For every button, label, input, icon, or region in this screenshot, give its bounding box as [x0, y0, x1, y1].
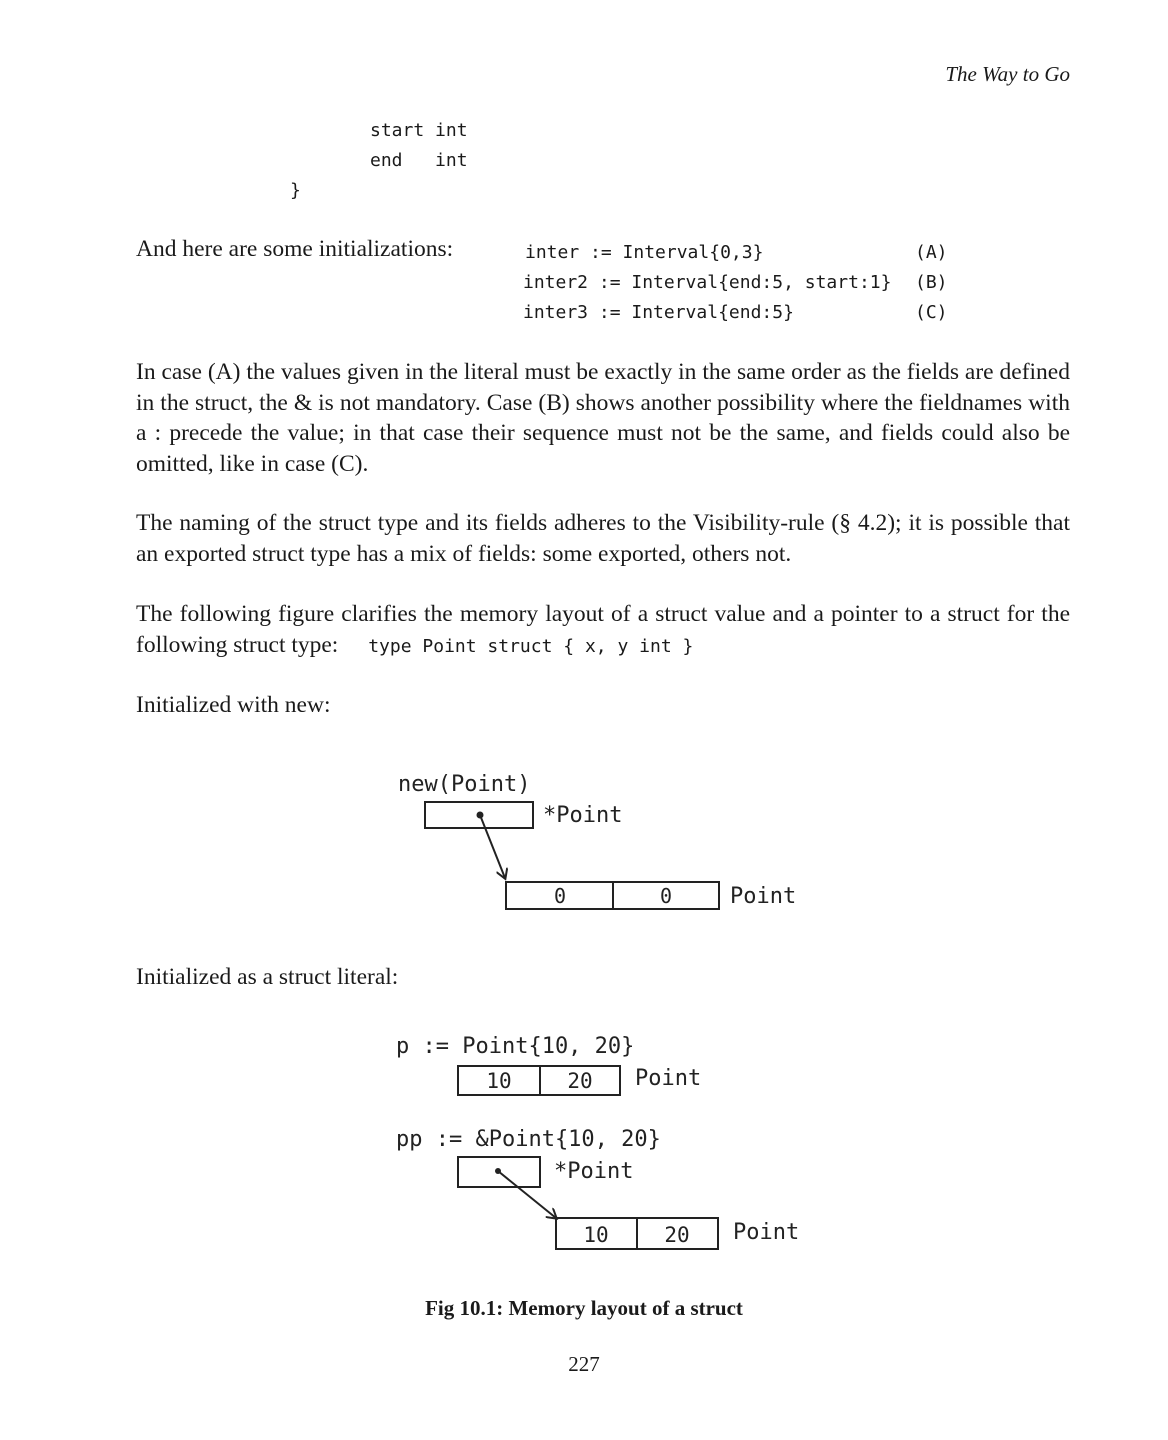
- init-label-c: (C): [915, 302, 948, 323]
- field-x-value: 0: [553, 884, 567, 908]
- init-line-a: inter := Interval{0,3}: [525, 242, 764, 263]
- new-point-expr: new(Point): [398, 772, 531, 797]
- address-literal-expr: pp := &Point{10, 20}: [396, 1127, 661, 1152]
- struct-type-label: Point: [730, 884, 797, 909]
- literal-field-x-value: 10: [486, 1069, 512, 1093]
- running-header: The Way to Go: [945, 62, 1070, 86]
- field-y-value: 0: [659, 884, 673, 908]
- struct-closing-brace: }: [290, 180, 301, 201]
- diagram-new-point: [380, 760, 820, 920]
- init-label-b: (B): [915, 272, 948, 293]
- pp-struct-type-label: Point: [733, 1220, 800, 1245]
- figure-intro-text: The following figure clarifies the memory layout of a struct value and a pointer to a struct for the following struct type:: [136, 601, 1070, 658]
- struct-field-end: end int: [370, 150, 468, 171]
- pp-field-x-value: 10: [583, 1223, 609, 1247]
- pointer-arrow-pp: [498, 1171, 556, 1218]
- paragraph-initialized-literal: Initialized as a struct literal:: [136, 964, 399, 990]
- pointer-arrow: [480, 815, 505, 878]
- literal-expr: p := Point{10, 20}: [396, 1034, 635, 1059]
- diagram-struct-literal: [380, 1020, 820, 1260]
- struct-field-start: start int: [370, 120, 468, 141]
- pointer-type-label: *Point: [543, 803, 623, 828]
- paragraph-visibility-rule: The naming of the struct type and its fields adheres to the Visibility-rule (§ 4.2); it is possible that an exported struct type has a mix of fields: some exported, others not.: [136, 510, 1070, 567]
- init-line-c: inter3 := Interval{end:5}: [523, 302, 794, 323]
- paragraph-initialized-new: Initialized with new:: [136, 692, 331, 718]
- literal-field-y-value: 20: [567, 1069, 593, 1093]
- point-struct-code: type Point struct { x, y int }: [368, 635, 694, 657]
- paragraph-figure-intro: [136, 599, 1070, 662]
- init-label-a: (A): [915, 242, 948, 263]
- pp-field-y-value: 20: [664, 1223, 690, 1247]
- page-number: 227: [568, 1352, 600, 1376]
- paragraph-case-explanation: In case (A) the values given in the literal must be exactly in the same order as the fields are defined in the struct, the & is not mandatory. Case (B) shows another possibility where the fieldnames with a : precede the value; in that case their sequence must not be the same, and fields could also be omitted, like in case (C).: [136, 359, 1070, 477]
- figure-caption: Fig 10.1: Memory layout of a struct: [425, 1296, 743, 1320]
- pointer-type-label-pp: *Point: [554, 1159, 634, 1184]
- initializations-intro: And here are some initializations:: [136, 236, 454, 262]
- init-line-b: inter2 := Interval{end:5, start:1}: [523, 272, 892, 293]
- literal-type-label: Point: [635, 1066, 702, 1091]
